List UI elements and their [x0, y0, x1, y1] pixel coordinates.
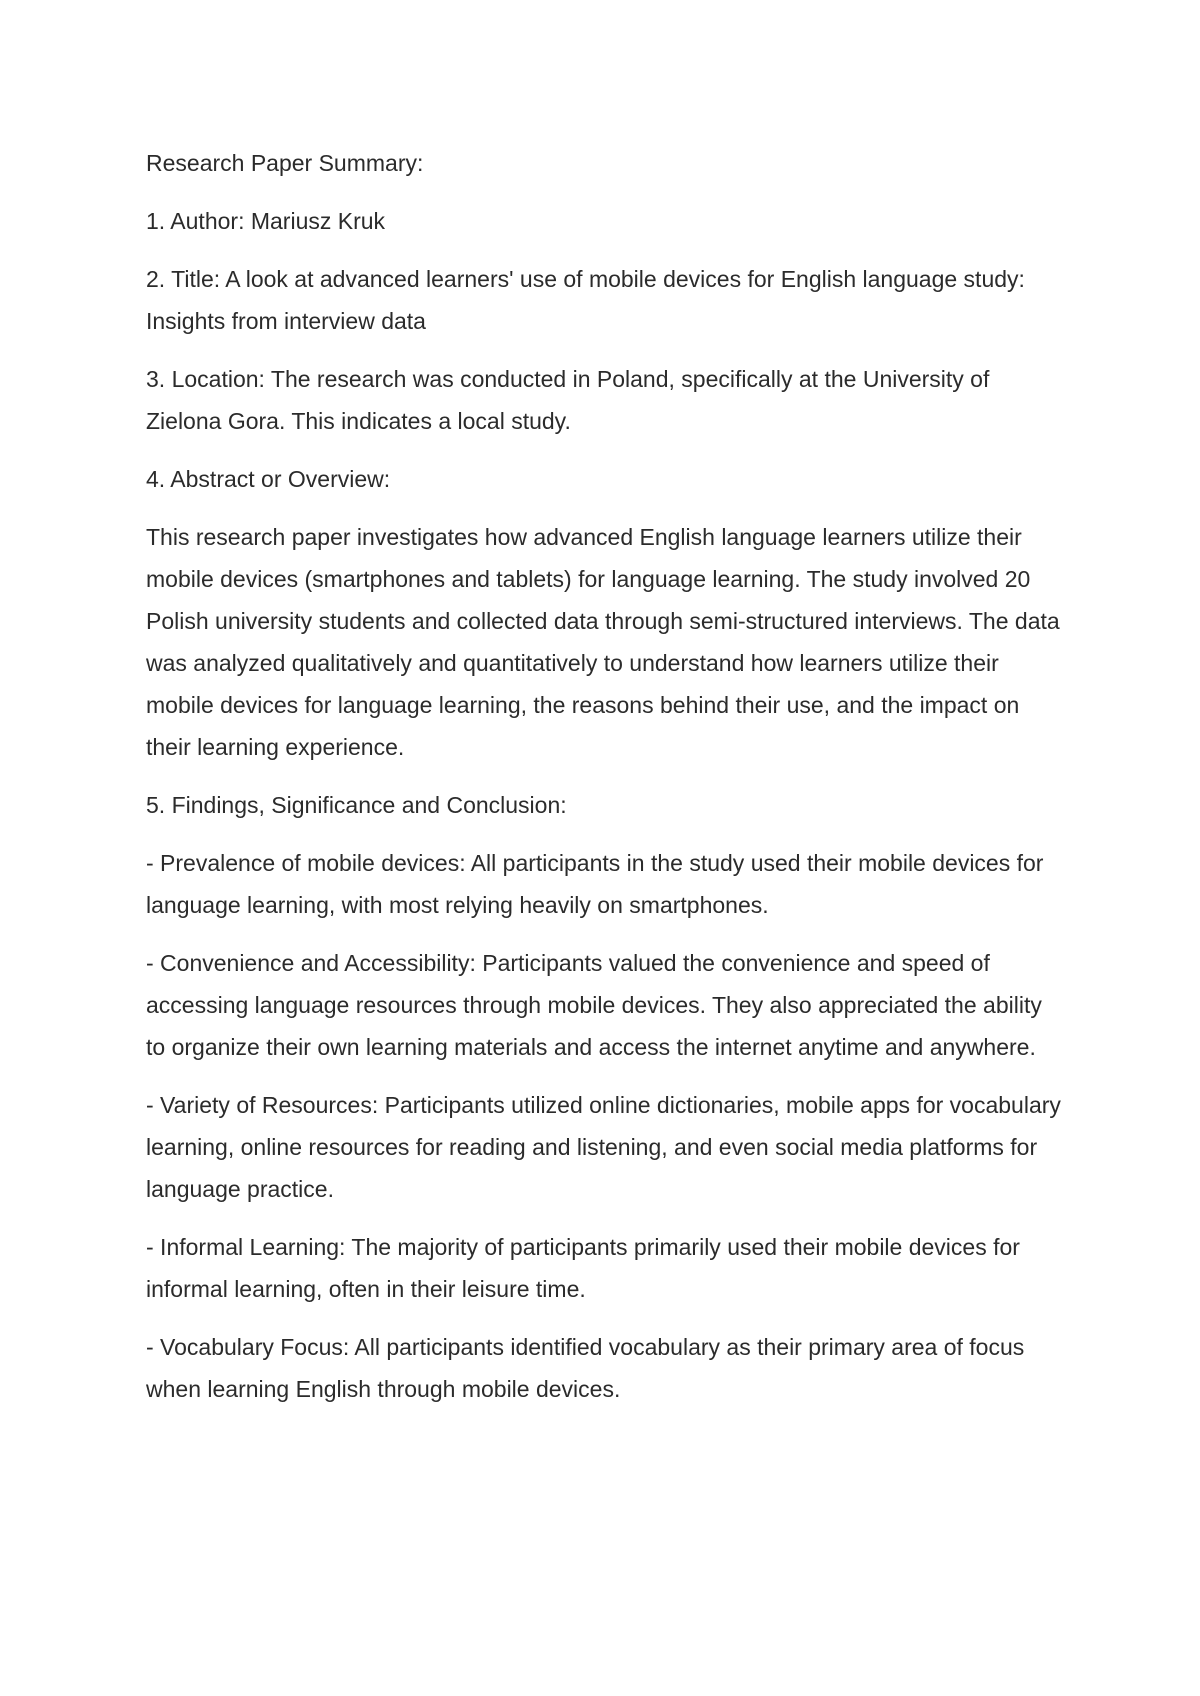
- location-line: 3. Location: The research was conducted in Poland, specifically at the University of Zielona Gora. This indicates a local study.: [146, 366, 990, 434]
- abstract-heading: 4. Abstract or Overview:: [146, 466, 391, 492]
- document-body: [146, 142, 1066, 1426]
- finding-informal: - Informal Learning: The majority of participants primarily used their mobile devices for informal learning, often in their leisure time.: [146, 1234, 1020, 1302]
- findings-heading: 5. Findings, Significance and Conclusion:: [146, 792, 567, 818]
- finding-vocabulary: - Vocabulary Focus: All participants identified vocabulary as their primary area of focus when learning English through mobile devices.: [146, 1334, 1025, 1402]
- author-line: 1. Author: Mariusz Kruk: [146, 208, 386, 234]
- summary-heading: Research Paper Summary:: [146, 150, 424, 176]
- finding-prevalence: - Prevalence of mobile devices: All participants in the study used their mobile devices for language learning, with most relying heavily on smartphones.: [146, 850, 1044, 918]
- title-line: 2. Title: A look at advanced learners' use of mobile devices for English language study: Insights from interview data: [146, 266, 1025, 334]
- finding-variety: - Variety of Resources: Participants utilized online dictionaries, mobile apps for vocabulary learning, online resources for reading and listening, and even social media platforms for language practice.: [146, 1092, 1061, 1202]
- finding-convenience: - Convenience and Accessibility: Participants valued the convenience and speed of accessing language resources through mobile devices. They also appreciated the ability to organize their own learning materials and access the internet anytime and anywhere.: [146, 950, 1042, 1060]
- abstract-body: This research paper investigates how advanced English language learners utilize their mobile devices (smartphones and tablets) for language learning. The study involved 20 Polish university students and collected data through semi-structured interviews. The data was analyzed qualitatively and quantitatively to understand how learners utilize their mobile devices for language learning, the reasons behind their use, and the impact on their learning experience.: [146, 524, 1060, 760]
